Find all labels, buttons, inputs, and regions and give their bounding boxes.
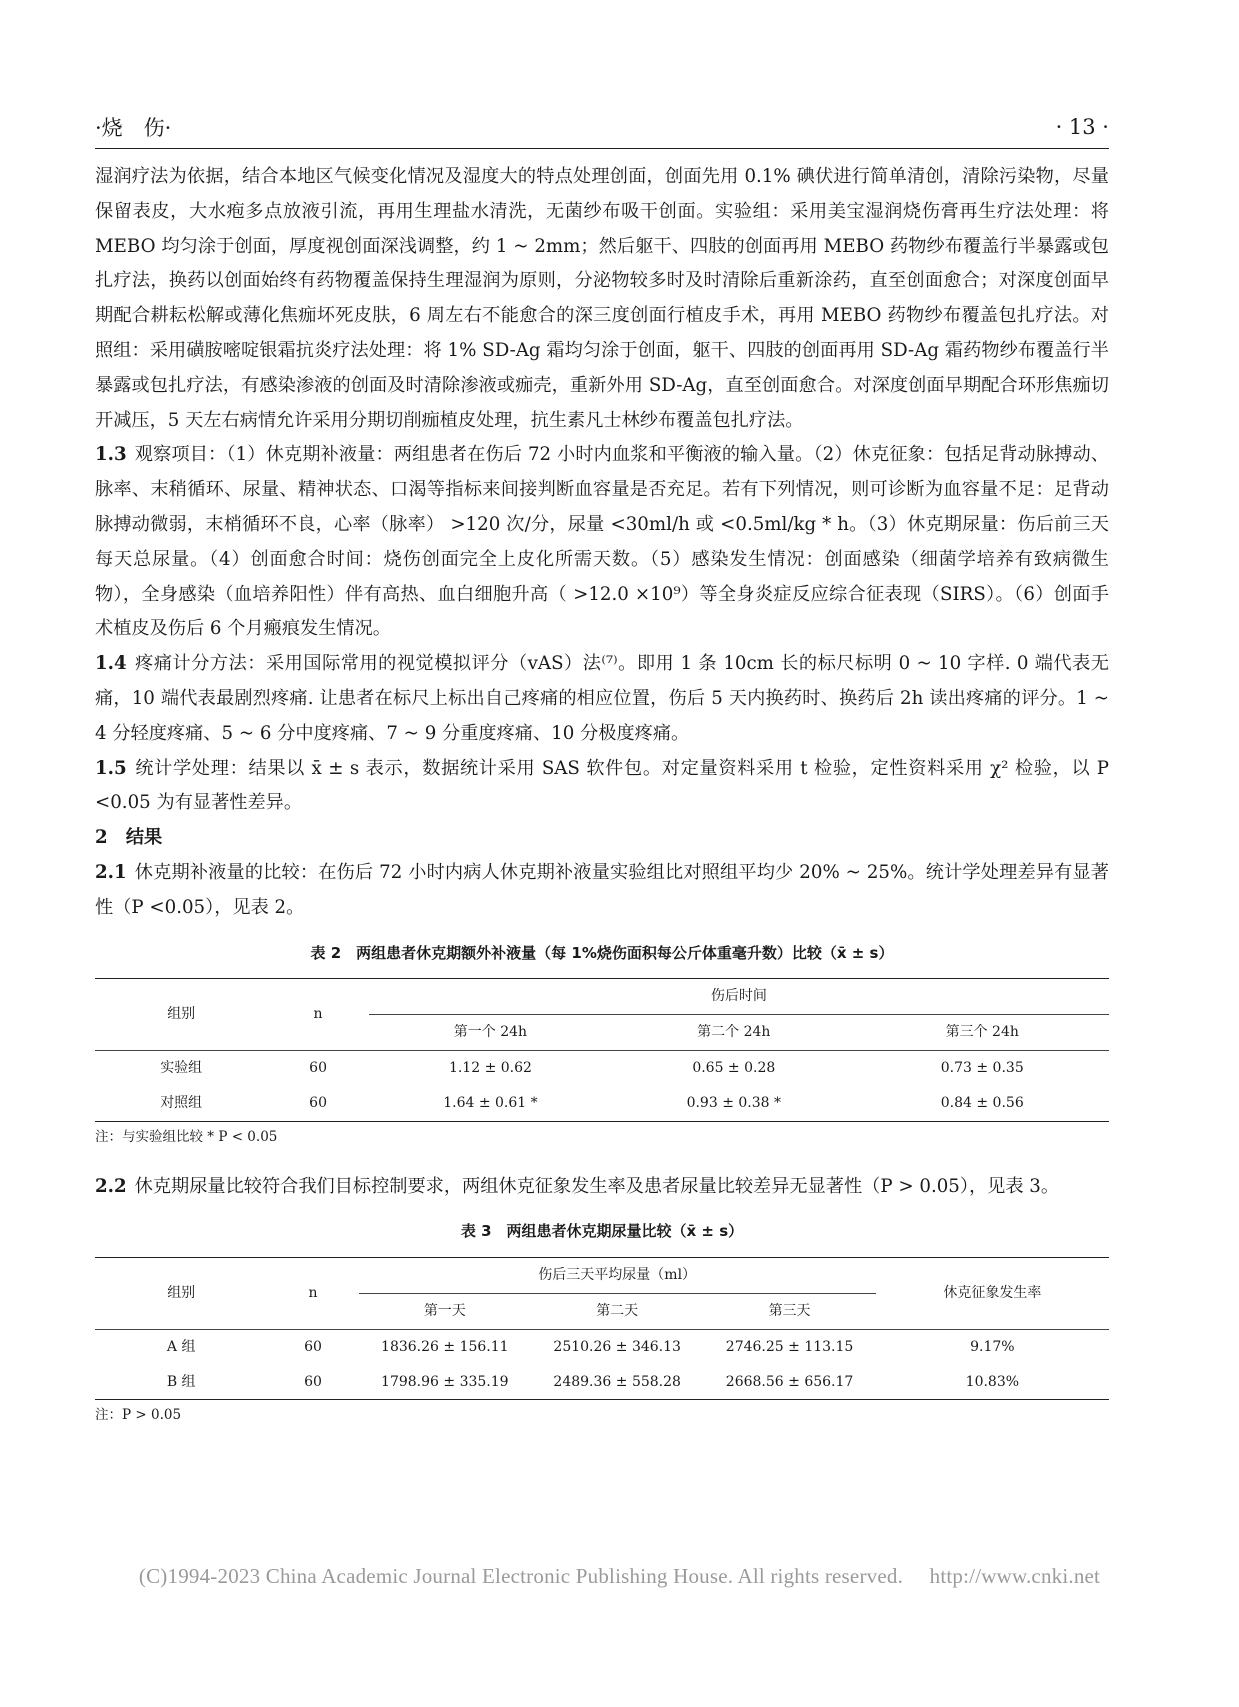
section-2-1 [95,856,1109,926]
table-cell: 1.64 ± 0.61 * [369,1086,612,1121]
table-cell: 2489.36 ± 558.28 [531,1365,703,1400]
table-cell: 9.17% [876,1329,1109,1364]
header-rule [95,148,1109,149]
table-cell: 0.93 ± 0.38 * [612,1086,855,1121]
table-header-group: 组别 [95,1258,267,1330]
section-text: 统计学处理：结果以 x̄ ± s 表示，数据统计采用 SAS 软件包。对定量资料采用 t 检验，定性资料采用 χ² 检验，以 P <0.05 为有显著性差异。 [95,757,1109,814]
table-2-caption: 表 2 两组患者休克期额外补液量（每 1%烧伤面积每公斤体重毫升数）比较（x̄ ± s） [310,943,894,962]
table-cell: 0.84 ± 0.56 [855,1086,1109,1121]
table-cell: 2510.26 ± 346.13 [531,1329,703,1364]
table-header-span: 伤后三天平均尿量（ml） [359,1258,876,1294]
table-subheader: 第一个 24h [453,1024,528,1041]
table-header-n: n [267,979,368,1051]
section-number: 2.2 [95,1175,127,1197]
page-number: · 13 · [1055,115,1109,139]
table-row [95,1086,1109,1121]
table-cell: 1.12 ± 0.62 [369,1050,612,1085]
table-subheader: 第二个 24h [697,1024,771,1041]
section-number: 2.1 [95,861,127,883]
table-subheader: 第三天 [768,1302,811,1319]
table-row [95,1365,1109,1400]
table-3-caption: 表 3 两组患者休克期尿量比较（x̄ ± s） [460,1222,744,1241]
section-text: 休克期补液量的比较：在伤后 72 小时内病人休克期补液量实验组比对照组平均少 20% ~ 25%。统计学处理差异有显著性（P <0.05），见表 2。 [95,861,1109,918]
paragraph-methods: 湿润疗法为依据，结合本地区气候变化情况及湿度大的特点处理创面，创面先用 0.1% 碘伏进行简单清创，清除污染物，尽量保留表皮，大水疱多点放液引流，再用生理盐水清洗，无菌纱布吸干创面。实验组：采用美宝湿润烧伤膏再生疗法处理：将 MEBO 均匀涂于创面，厚度视创面深浅调整，约 1 ~ 2mm；然后躯干、四肢的创面再用 MEBO 药物纱布覆盖行半暴露或包扎疗法，换药以创面始终有药物覆盖保持生理湿润为原则，分泌物较多时及时清除后重新涂药，直至创面愈合；对深度创面早期配合耕耘松解或薄化焦痂坏死皮肤，6 周左右不能愈合的深三度创面行植皮手术，再用 MEBO 药物纱布覆盖包扎疗法。对照组：采用磺胺嘧啶银霜抗炎疗法处理：将 1% SD-Ag 霜均匀涂于创面，躯干、四肢的创面再用 SD-Ag 霜药物纱布覆盖行半暴露或包扎疗法，有感染渗液的创面及时清除渗液或痂壳，重新外用 SD-Ag，直至创面愈合。对深度创面早期配合环形焦痂切开减压，5 天左右病情允许采用分期切削痂植皮处理，抗生素凡士林纱布覆盖包扎疗法。 [95,166,1109,431]
table-2-note: 注：与实验组比较 * P < 0.05 [95,1128,278,1145]
table-header-span: 伤后时间 [369,979,1109,1015]
table-row [95,1050,1109,1085]
table-cell: 1836.26 ± 156.11 [359,1329,531,1364]
heading-results: 2 结果 [95,827,163,849]
table-cell: 2746.25 ± 113.15 [703,1329,875,1364]
table-cell: 2668.56 ± 656.17 [703,1365,875,1400]
table-subheader: 第二天 [596,1302,639,1319]
table-cell: 60 [267,1365,358,1400]
article-body [95,160,1109,1428]
table-cell: 0.73 ± 0.35 [855,1050,1109,1085]
table-cell: 1798.96 ± 335.19 [359,1365,531,1400]
table-header-n: n [267,1258,358,1330]
running-header [95,112,1109,142]
table-cell: 60 [267,1329,358,1364]
table-cell: 对照组 [95,1086,267,1121]
table-header-group: 组别 [95,979,267,1051]
table-cell: B 组 [95,1365,267,1400]
section-1-4 [95,647,1109,751]
section-number: 1.4 [95,653,127,675]
table-cell: 60 [267,1050,368,1085]
table-cell: 实验组 [95,1050,267,1085]
table-cell: 0.65 ± 0.28 [612,1050,855,1085]
table-cell: 60 [267,1086,368,1121]
journal-section-title: ·烧 伤· [95,116,172,140]
section-1-3 [95,438,1109,647]
copyright-footer: (C)1994-2023 China Academic Journal Electronic Publishing House. All rights reserved. http://www.cnki.net [138,1564,1101,1588]
section-1-5 [95,752,1109,822]
section-2-2 [95,1170,1109,1205]
section-number: 1.3 [95,444,127,466]
table-3 [95,1257,1109,1400]
section-text: 休克期尿量比较符合我们目标控制要求，两组休克征象发生率及患者尿量比较差异无显著性（P > 0.05），见表 3。 [134,1175,1060,1197]
section-text: 观察项目：（1）休克期补液量：两组患者在伤后 72 小时内血浆和平衡液的输入量。（2）休克征象：包括足背动脉搏动、脉率、末稍循环、尿量、精神状态、口渴等指标来间接判断血容量是否充足。若有下列情况，则可诊断为血容量不足：足背动脉搏动微弱，末梢循环不良，心率（脉率） >120 次/分，尿量 <30ml/h 或 <0.5ml/kg * h。（3）休克期尿量：伤后前三天每天总尿量。（4）创面愈合时间：烧伤创面完全上皮化所需天数。（5）感染发生情况：创面感染（细菌学培养有致病微生物），全身感染（血培养阳性）伴有高热、血白细胞升高（ >12.0 ×10⁹）等全身炎症反应综合征表现（SIRS）。（6）创面手术植皮及伤后 6 个月瘢痕发生情况。 [95,444,1109,640]
table-subheader: 第三个 24h [945,1024,1019,1041]
section-text: 疼痛计分方法：采用国际常用的视觉模拟评分（vAS）法⁽⁷⁾。即用 1 条 10cm 长的标尺标明 0 ~ 10 字样. 0 端代表无痛，10 端代表最剧烈疼痛. 让患者在标尺上标出自己疼痛的相应位置，伤后 5 天内换药时、换药后 2h 读出疼痛的评分。1 ~ 4 分轻度疼痛、5 ~ 6 分中度疼痛、7 ~ 9 分重度疼痛、10 分极度疼痛。 [95,653,1109,744]
table-row [95,1329,1109,1364]
table-subheader: 第一天 [423,1302,466,1319]
table-cell: 10.83% [876,1365,1109,1400]
table-cell: A 组 [95,1329,267,1364]
table-header-rate: 休克征象发生率 [876,1258,1109,1330]
section-number: 1.5 [95,757,127,779]
table-3-note: 注：P > 0.05 [95,1407,182,1424]
table-2 [95,978,1109,1121]
